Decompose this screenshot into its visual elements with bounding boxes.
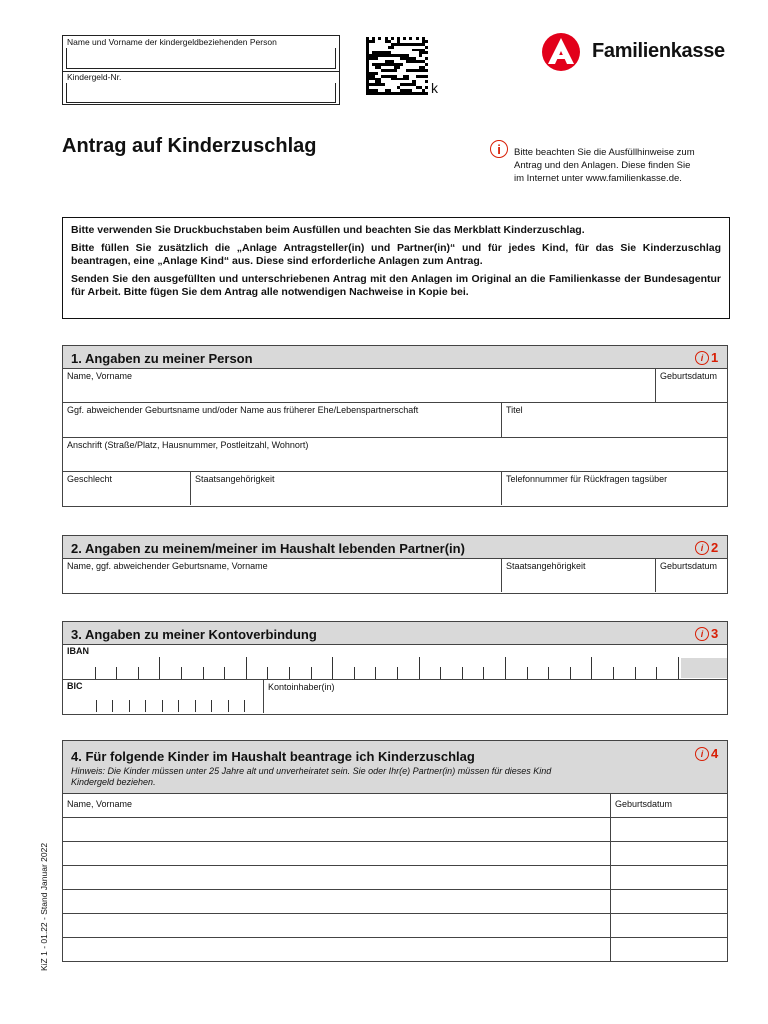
iban-digit-tick	[159, 657, 160, 679]
iban-digit-tick	[548, 667, 549, 679]
iban-digit-tick	[613, 667, 614, 679]
s2-geburtsdatum-label: Geburtsdatum	[660, 561, 718, 571]
s2-name-label: Name, ggf. abweichender Geburtsname, Vorname	[67, 561, 268, 571]
section-2-info[interactable]	[695, 540, 718, 555]
s2-staat-label: Staatsangehörigkeit	[506, 561, 586, 571]
iban-digit-tick	[527, 667, 528, 679]
iban-digit-tick	[591, 657, 592, 679]
s1-staat-field[interactable]	[191, 472, 502, 505]
section-3-title: 3. Angaben zu meiner Kontoverbindung	[71, 627, 317, 642]
bic-digit-tick	[162, 700, 163, 712]
iban-digit-tick	[462, 667, 463, 679]
iban-digit-tick	[375, 667, 376, 679]
notice-p2: Bitte füllen Sie zusätzlich die „Anlage Antragsteller(in) und Partner(in)“ und für jedes Kind, für das Sie Kinderzuschlag beantragen, eine „Anlage Kind“ aus. Diese sind erforderliche Anlagen zum Antrag.	[71, 242, 721, 267]
s1-name-label: Name, Vorname	[67, 371, 133, 381]
s1-titel-field[interactable]	[502, 403, 727, 438]
section-4-info-number: 4	[711, 746, 719, 761]
s3-inhaber-label: Kontoinhaber(in)	[268, 682, 335, 692]
bic-digit-tick	[112, 700, 113, 712]
s1-titel-label: Titel	[506, 405, 523, 415]
child-geburtsdatum-field[interactable]	[611, 890, 727, 914]
s3-iban-field[interactable]	[63, 645, 727, 680]
person-name-label: Name und Vorname der kindergeldbeziehenden Person	[67, 37, 277, 47]
iban-digit-tick	[311, 667, 312, 679]
section-4-body	[62, 794, 728, 962]
s1-geburtsname-field[interactable]	[63, 403, 502, 438]
child-geburtsdatum-field[interactable]	[611, 818, 727, 842]
iban-digit-tick	[181, 667, 182, 679]
s4-col-geb-header	[611, 794, 727, 818]
bic-digit-tick	[129, 700, 130, 712]
section-1-body	[62, 369, 728, 507]
bic-digit-tick	[195, 700, 196, 712]
hint-line-1: Bitte beachten Sie die Ausfüllhinweise zum	[514, 147, 695, 158]
info-icon: i	[695, 747, 709, 761]
bic-digit-tick	[145, 700, 146, 712]
section-4-title: 4. Für folgende Kinder im Haushalt beantrage ich Kinderzuschlag	[71, 749, 475, 764]
iban-digit-tick	[483, 667, 484, 679]
iban-digit-tick	[440, 667, 441, 679]
iban-digit-tick	[505, 657, 506, 679]
kindergeld-nr-label: Kindergeld-Nr.	[67, 72, 122, 82]
s3-iban-label: IBAN	[67, 646, 89, 656]
section-4-hinweis-line-2: Kindergeld beziehen.	[71, 777, 156, 787]
s1-geschlecht-field[interactable]	[63, 472, 191, 505]
s3-bic-label: BIC	[67, 681, 83, 691]
section-4-header	[62, 740, 728, 794]
child-name-field[interactable]	[63, 914, 611, 938]
s1-telefon-label: Telefonnummer für Rückfragen tagsüber	[506, 474, 668, 484]
header-person-box	[62, 35, 340, 105]
s2-staat-field[interactable]	[502, 559, 656, 592]
bic-digit-tick	[96, 700, 97, 712]
qr-suffix: k	[431, 80, 438, 96]
bic-digit-tick	[228, 700, 229, 712]
ba-logo-icon	[541, 32, 581, 72]
notice-p1: Bitte verwenden Sie Druckbuchstaben beim Ausfüllen und beachten Sie das Merkblatt Kinderzuschlag.	[71, 224, 585, 236]
child-name-field[interactable]	[63, 842, 611, 866]
iban-digit-tick	[203, 667, 204, 679]
iban-digit-tick	[95, 667, 96, 679]
s1-anschrift-label: Anschrift (Straße/Platz, Hausnummer, Postleitzahl, Wohnort)	[67, 440, 309, 450]
s1-name-field[interactable]	[63, 369, 656, 403]
section-1-title: 1. Angaben zu meiner Person	[71, 351, 253, 366]
s1-staat-label: Staatsangehörigkeit	[195, 474, 275, 484]
notice-p3: Senden Sie den ausgefüllten und unterschriebenen Antrag mit den Anlagen im Original an die Familienkasse der Bundesagentur für Arbeit. Bitte fügen Sie dem Antrag alle notwendigen Nachweise in Kopie bei.	[71, 273, 721, 298]
bic-digit-tick	[244, 700, 245, 712]
child-name-field[interactable]	[63, 890, 611, 914]
hint-line-2: Antrag und den Anlagen. Diese finden Sie	[514, 160, 691, 171]
s4-col-name-header	[63, 794, 611, 818]
info-icon: i	[695, 541, 709, 555]
iban-digit-tick	[635, 667, 636, 679]
section-4-hinweis	[71, 766, 727, 788]
s3-inhaber-field[interactable]	[264, 680, 727, 713]
iban-digit-tick	[332, 657, 333, 679]
iban-digit-tick	[267, 667, 268, 679]
iban-digit-tick	[419, 657, 420, 679]
footer-form-id: KiZ 1 - 01.22 - Stand Januar 2022	[39, 842, 49, 971]
iban-digit-tick	[570, 667, 571, 679]
logo-text: Familienkasse	[592, 40, 725, 62]
child-geburtsdatum-field[interactable]	[611, 914, 727, 938]
iban-digit-tick	[289, 667, 290, 679]
iban-digit-tick	[656, 667, 657, 679]
child-geburtsdatum-field[interactable]	[611, 866, 727, 890]
child-name-field[interactable]	[63, 818, 611, 842]
s2-name-field[interactable]	[63, 559, 502, 592]
iban-digit-tick	[397, 667, 398, 679]
bic-digit-tick	[178, 700, 179, 712]
child-name-field[interactable]	[63, 866, 611, 890]
s1-geburtsname-label: Ggf. abweichender Geburtsname und/oder Name aus früherer Ehe/Lebenspartnerschaft	[67, 405, 419, 415]
child-geburtsdatum-field[interactable]	[611, 842, 727, 866]
section-4-hinweis-line-1: Hinweis: Die Kinder müssen unter 25 Jahre alt und unverheiratet sein. Sie oder Ihr(e) Partner(in) müssen für dieses Kind	[71, 766, 552, 776]
child-name-field[interactable]	[63, 938, 611, 962]
info-icon: i	[695, 627, 709, 641]
section-2-title: 2. Angaben zu meinem/meiner im Haushalt lebenden Partner(in)	[71, 541, 465, 556]
child-geburtsdatum-field[interactable]	[611, 938, 727, 962]
person-name-field[interactable]	[66, 48, 336, 69]
section-3-body	[62, 645, 728, 715]
section-3-info-number: 3	[711, 626, 719, 641]
section-1-info-number: 1	[711, 350, 719, 365]
section-3-header	[62, 621, 728, 645]
s1-telefon-field[interactable]	[502, 472, 727, 505]
kindergeld-nr-field[interactable]	[66, 83, 336, 103]
section-1-header	[62, 345, 728, 369]
section-4-info[interactable]	[695, 746, 718, 761]
notice-box	[62, 217, 730, 319]
s1-geschlecht-label: Geschlecht	[67, 474, 113, 484]
iban-digit-tick	[246, 657, 247, 679]
iban-digit-tick	[138, 667, 139, 679]
s1-geburtsdatum-field[interactable]	[656, 369, 727, 403]
iban-digit-tick	[678, 657, 679, 679]
iban-digit-tick	[354, 667, 355, 679]
iban-filler	[681, 658, 727, 678]
iban-digit-tick	[116, 667, 117, 679]
s1-anschrift-field[interactable]	[63, 438, 727, 472]
info-icon: i	[695, 351, 709, 365]
section-2-info-number: 2	[711, 540, 719, 555]
section-3-info[interactable]	[695, 626, 718, 641]
section-2-body	[62, 559, 728, 594]
s1-geburtsdatum-label: Geburtsdatum	[660, 371, 718, 381]
section-1-info[interactable]	[695, 350, 718, 365]
qr-code	[366, 37, 428, 95]
hint-text	[514, 146, 695, 185]
section-2-header	[62, 535, 728, 559]
s4-col-name-label: Name, Vorname	[67, 799, 133, 809]
hint-line-3: im Internet unter www.familienkasse.de.	[514, 173, 682, 184]
iban-digit-tick	[224, 667, 225, 679]
page-title: Antrag auf Kinderzuschlag	[62, 135, 317, 157]
s2-geburtsdatum-field[interactable]	[656, 559, 727, 592]
s3-bic-field[interactable]	[63, 680, 264, 713]
info-icon: i	[490, 140, 508, 158]
s4-col-geb-label: Geburtsdatum	[615, 799, 673, 809]
bic-digit-tick	[211, 700, 212, 712]
